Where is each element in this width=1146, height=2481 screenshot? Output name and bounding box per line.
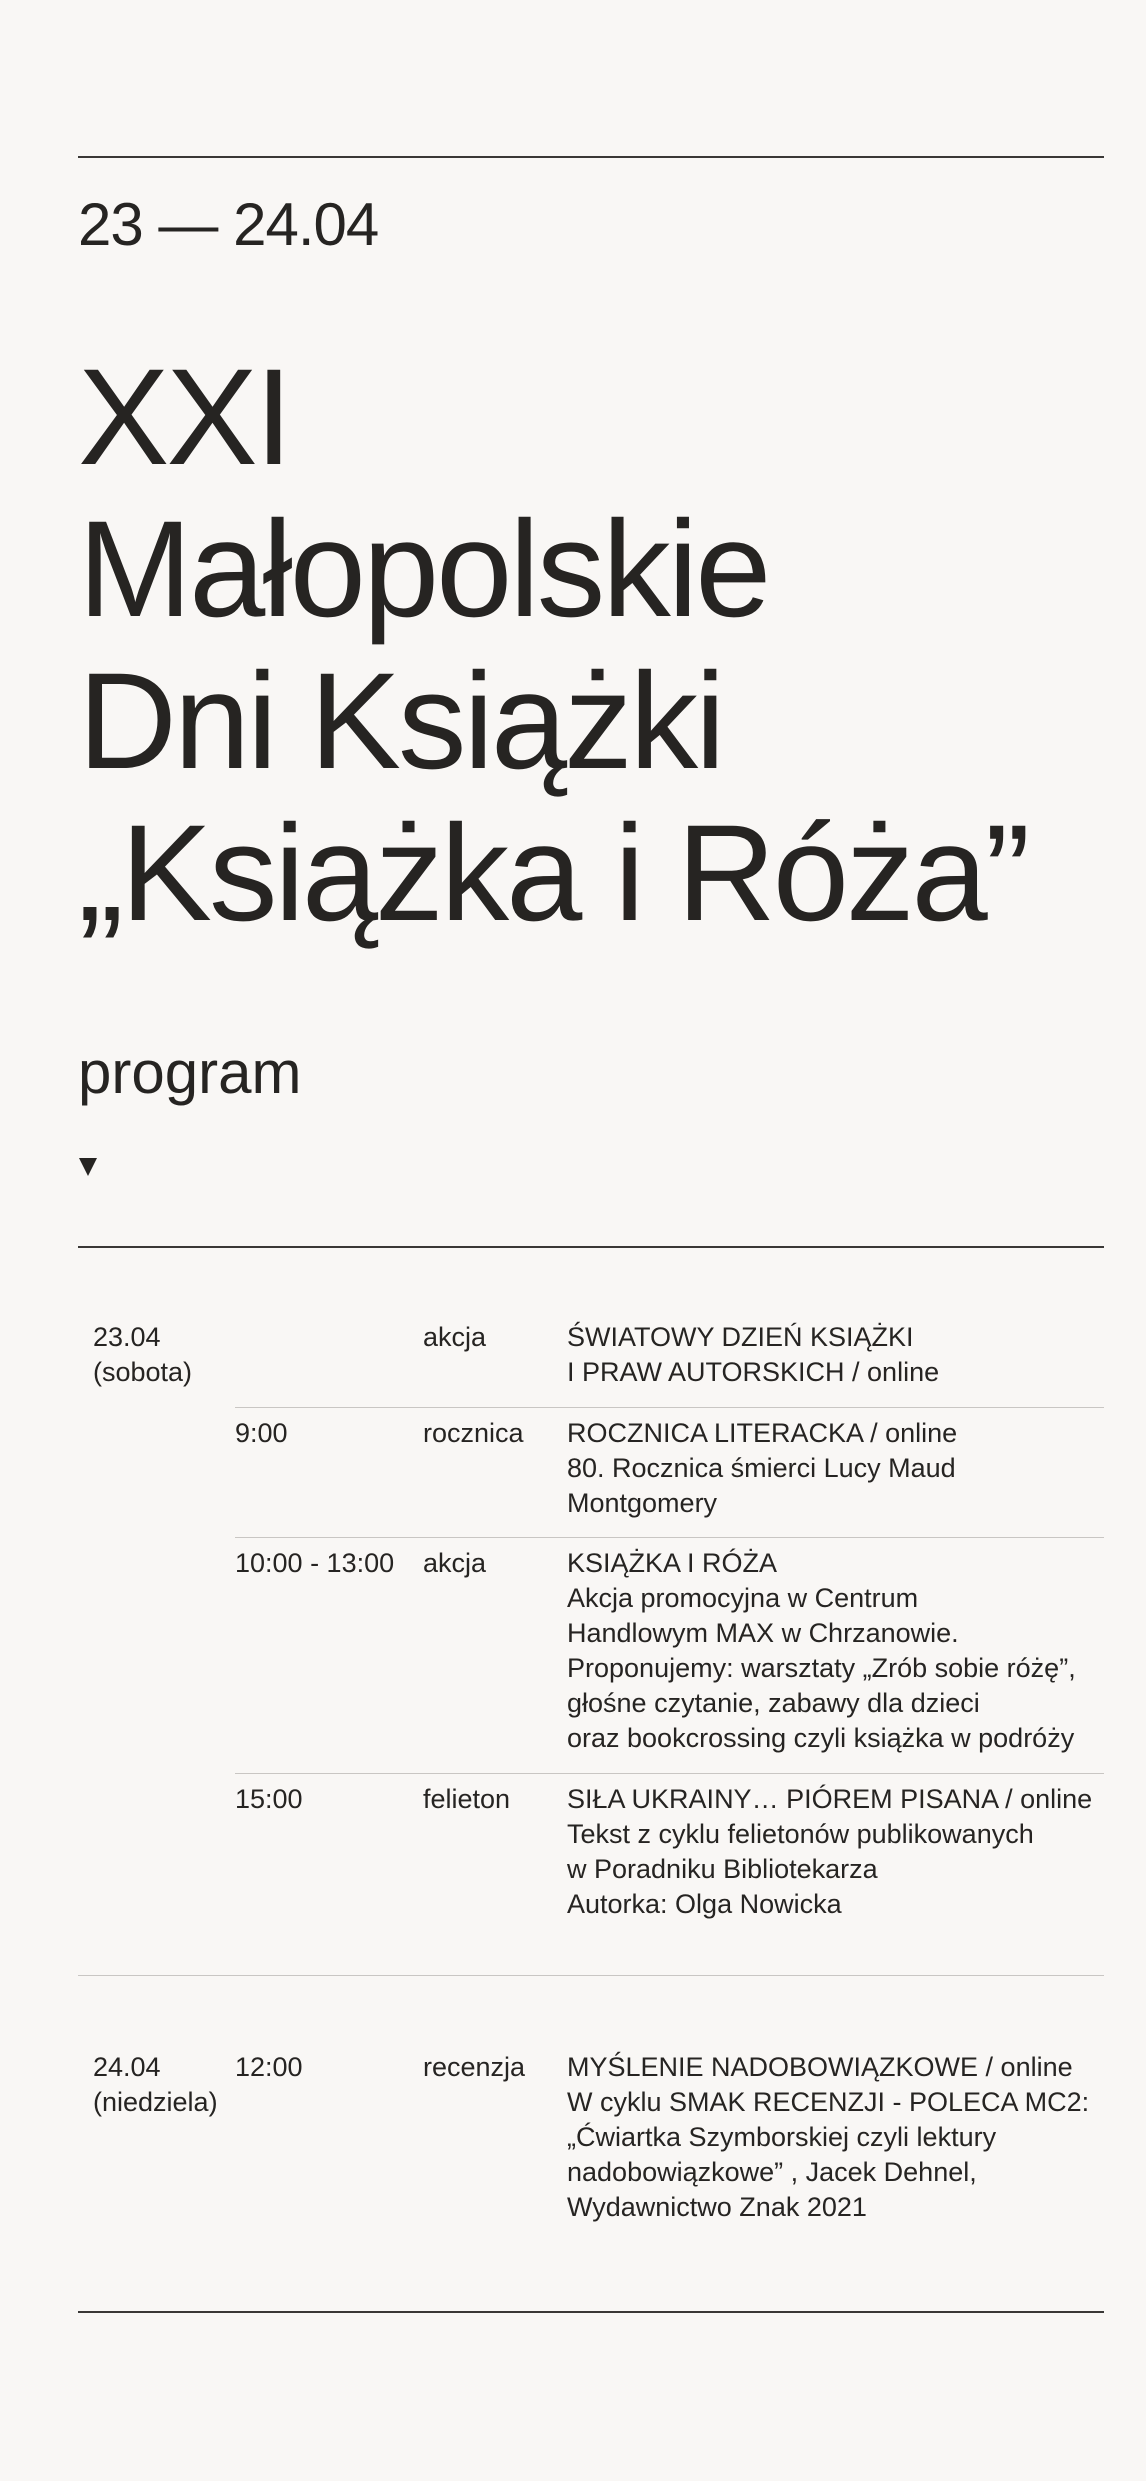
title-line: „Książka i Róża” bbox=[78, 797, 1028, 950]
program-heading: program bbox=[78, 1039, 302, 1106]
event-time: 10:00 - 13:00 bbox=[235, 1548, 395, 1578]
event-time: 12:00 bbox=[235, 2052, 303, 2082]
event-description-line: oraz bookcrossing czyli książka w podróży bbox=[567, 1723, 1075, 1753]
day-date: 23.04 bbox=[93, 1322, 161, 1352]
event-description-line: ŚWIATOWY DZIEŃ KSIĄŻKI bbox=[567, 1322, 914, 1352]
event-type: felieton bbox=[423, 1784, 511, 1814]
day-weekday: (niedziela) bbox=[93, 2087, 218, 2117]
day-weekday: (sobota) bbox=[93, 1357, 193, 1387]
event-description-line: nadobowiązkowe” , Jacek Dehnel, bbox=[567, 2157, 977, 2187]
row-divider bbox=[235, 1537, 1104, 1538]
event-type: akcja bbox=[423, 1322, 487, 1352]
event-type: rocznica bbox=[423, 1418, 524, 1448]
event-description-line: Handlowym MAX w Chrzanowie. bbox=[567, 1618, 959, 1648]
event-description-line: SIŁA UKRAINY… PIÓREM PISANA / online bbox=[567, 1784, 1093, 1814]
event-description-line: W cyklu SMAK RECENZJI - POLECA MC2: bbox=[567, 2087, 1090, 2117]
triangle-down-icon bbox=[79, 1158, 97, 1176]
event-time: 15:00 bbox=[235, 1784, 303, 1814]
top-divider bbox=[78, 156, 1104, 158]
event-description-line: Autorka: Olga Nowicka bbox=[567, 1889, 842, 1919]
event-description-line: Wydawnictwo Znak 2021 bbox=[567, 2192, 867, 2222]
bottom-divider bbox=[78, 2311, 1104, 2313]
event-time: 9:00 bbox=[235, 1418, 288, 1448]
title-line: Dni Książki bbox=[78, 645, 723, 798]
event-description-line: 80. Rocznica śmierci Lucy Maud bbox=[567, 1453, 956, 1483]
row-divider bbox=[235, 1407, 1104, 1408]
event-description-line: Akcja promocyjna w Centrum bbox=[567, 1583, 919, 1613]
program-top-divider bbox=[78, 1246, 1104, 1248]
row-divider bbox=[235, 1773, 1104, 1774]
day-date: 24.04 bbox=[93, 2052, 161, 2082]
event-description-line: KSIĄŻKA I RÓŻA bbox=[567, 1548, 778, 1578]
event-description-line: I PRAW AUTORSKICH / online bbox=[567, 1357, 940, 1387]
event-description-line: Proponujemy: warsztaty „Zrób sobie różę”, bbox=[567, 1653, 1076, 1683]
event-title bbox=[78, 342, 1027, 950]
event-description-line: głośne czytanie, zabawy dla dzieci bbox=[567, 1688, 980, 1718]
title-line: Małopolskie bbox=[78, 493, 769, 646]
event-description-line: MYŚLENIE NADOBOWIĄZKOWE / online bbox=[567, 2052, 1073, 2082]
event-date-range: 23 — 24.04 bbox=[78, 191, 379, 258]
event-description-line: w Poradniku Bibliotekarza bbox=[567, 1854, 878, 1884]
event-type: akcja bbox=[423, 1548, 487, 1578]
title-line: XXI bbox=[78, 341, 290, 494]
day-divider bbox=[78, 1975, 1104, 1976]
event-description-line: „Ćwiartka Szymborskiej czyli lektury bbox=[567, 2122, 997, 2152]
event-description-line: Montgomery bbox=[567, 1488, 718, 1518]
event-type: recenzja bbox=[423, 2052, 526, 2082]
event-description-line: ROCZNICA LITERACKA / online bbox=[567, 1418, 958, 1448]
event-description-line: Tekst z cyklu felietonów publikowanych bbox=[567, 1819, 1034, 1849]
